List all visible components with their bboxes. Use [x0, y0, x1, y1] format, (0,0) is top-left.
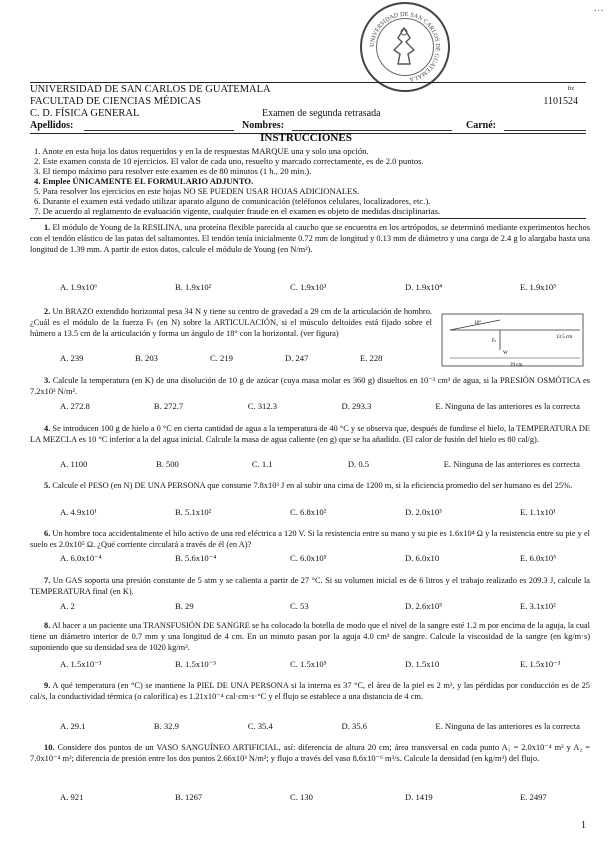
question-text: Un hombre toca accidentalmente el hilo activo de una red eléctrica a 120 V. Si la resistencia entre su mano y su pie es 1.6x10⁴ Ω y la resistencia entre su pie y el suelo es 2.0x10⁵ Ω. ¿Qué corriente circulará a través de él (en A)? [30, 529, 590, 550]
option[interactable]: E. 1.9x10⁵ [520, 282, 557, 292]
question-number: 2. [44, 307, 51, 316]
short-distance-label: 13.5 cm [556, 335, 573, 340]
instruction-item: 1. Anote en esta hoja los datos requeridos y en la de respuestas MARQUE una y solo una opción. [34, 146, 369, 156]
instruction-item: 3. El tiempo máximo para resolver este examen es de 80 minutos (1 h., 20 min.). [34, 166, 312, 176]
option[interactable]: C. 6.8x10² [290, 507, 327, 517]
question-text: Un GAS soporta una presión constante de 5 atm y se calienta a partir de 27 °C. Si su volumen inicial es de 6 litros y el trabajo realizado es 209.3 J, calcule la TEMPERATURA final (en K). [30, 576, 590, 597]
nombres-label: Nombres: [242, 120, 285, 131]
question-text: Calcule el PESO (en N) DE UNA PERSONA que consume 7.8x10³ J en al subir una cima de 1200 m, si la eficiencia promedio del ser humano es del 25%. [52, 481, 573, 490]
svg-text:UNIVERSIDAD DE SAN CARLOS DE G: UNIVERSIDAD DE SAN CARLOS DE GUATEMALA [368, 10, 442, 83]
option[interactable]: D. 247 [285, 353, 309, 363]
question-4 [30, 423, 590, 445]
exam-title: Examen de segunda retrasada [262, 108, 381, 119]
question-number: 4. [44, 424, 51, 433]
option[interactable]: C. 219 [210, 353, 233, 363]
question-3-options [60, 401, 580, 411]
instructions-bottom-rule [30, 218, 586, 219]
instruction-item: 7. De acuerdo al reglamento de evaluación vigente, cualquier fraude en el examen es objeto de medidas disciplinarias. [34, 206, 441, 216]
question-5 [30, 480, 590, 491]
option[interactable]: E. 6.0x10⁵ [520, 553, 557, 563]
question-9 [30, 680, 590, 702]
question-2-options [60, 353, 420, 363]
question-4-options [60, 459, 580, 469]
instruction-item: 6. Durante el examen está vedado utilizar aparato alguno de comunicación (teléfonos celulares, localizadores, etc.). [34, 196, 431, 206]
option[interactable]: A. 1.5x10⁻³ [60, 659, 102, 669]
option[interactable]: B. 5.6x10⁻⁴ [175, 553, 217, 563]
option[interactable]: D. 0.5 [347, 459, 370, 469]
option[interactable]: A. 2 [60, 601, 75, 611]
corner-handwriting: ... [593, 0, 604, 14]
question-8 [30, 620, 590, 654]
question-1 [30, 222, 590, 256]
option[interactable]: B. 1267 [175, 792, 203, 802]
code-superscript: fiz [567, 86, 574, 92]
apellidos-field[interactable] [84, 130, 234, 131]
question-text: El módulo de Young de la RESILINA, una proteína flexible parecida al caucho que se encuentra en los artrópodos, se determinó mediante experimentos hechos con el tendón elástico de las patas del saltamontes. El tendón tenía inicialmente 0.72 mm de longitud y 0.13 mm de diámetro y una carga de 2.4 g lo alargaba hasta una longitud de 1.39 mm. A partir de estos datos, calcule el módulo de Young (en N/m²). [30, 223, 590, 255]
option[interactable]: D. 2.6x10⁵ [405, 601, 443, 611]
weight-label: W [503, 351, 508, 356]
option[interactable]: B. 32.9 [153, 721, 179, 731]
question-5-options [60, 507, 580, 517]
question-number: 8. [44, 621, 51, 630]
option[interactable]: A. 272.8 [60, 401, 90, 411]
instruction-item: 2. Este examen consta de 10 ejercicios. El valor de cada uno, resuelto y marcado correctamente, es de 2.0 puntos. [34, 156, 424, 166]
option[interactable]: E. 2497 [520, 792, 547, 802]
question-number: 10. [44, 743, 55, 752]
option[interactable]: D. 1.5x10 [405, 659, 440, 669]
option[interactable]: E. 228 [360, 353, 383, 363]
question-number: 9. [44, 681, 51, 690]
apellidos-label: Apellidos: [30, 120, 74, 131]
question-7-options [60, 601, 580, 611]
option[interactable]: D. 6.0x10 [405, 553, 440, 563]
option[interactable]: C. 35.4 [247, 721, 273, 731]
option[interactable]: A. 921 [60, 792, 84, 802]
carne-label: Carné: [466, 120, 496, 131]
option[interactable]: D. 293.3 [341, 401, 372, 411]
university-seal [360, 2, 450, 92]
long-distance-label: 29 cm [510, 363, 523, 368]
question-6-options [60, 553, 580, 564]
question-number: 3. [44, 376, 51, 385]
option[interactable]: A. 239 [60, 353, 84, 363]
option[interactable]: B. 203 [135, 353, 158, 363]
option[interactable]: B. 1.5x10⁻³ [175, 659, 216, 669]
question-6 [30, 528, 590, 550]
question-10 [30, 742, 590, 764]
university-name: UNIVERSIDAD DE SAN CARLOS DE GUATEMALA [30, 84, 271, 95]
option[interactable]: C. 1.1 [251, 459, 273, 469]
option[interactable]: A. 4.9x10¹ [60, 507, 97, 517]
question-text: Considere dos puntos de un VASO SANGUÍNEO ARTIFICIAL, así: diferencia de altura 20 cm; área transversal en cada punto A₁ = 2.0x10⁻⁴ m² y A₂ = 7.0x10⁻⁴ m²; diferencia de presión entre los dos puntos 2.66x10³ N/m²; y flujo a través del vaso 8.6x10⁻⁶ m³/s. Calcule la densidad (en kg/m³) del flujo. [30, 743, 591, 764]
question-7 [30, 575, 590, 597]
option[interactable]: E. Ninguna de las anteriores es la correcta [435, 721, 580, 731]
option[interactable]: D. 1419 [405, 792, 433, 802]
question-text: Al hacer a un paciente una TRANSFUSIÓN DE SANGRE se ha colocado la botella de modo que el nivel de la sangre esté 1.2 m por encima de la aguja, la cual tiene un diámetro interior de 0.7 mm y una longitud de 4 cm. En un minuto pasan por la aguja 4.0 cm³ de sangre. Calcule la viscosidad de la sangre (en kg/m·s) suponiendo que su densidad sea de 1020 kg/m³. [30, 621, 590, 653]
option[interactable]: E. 1.5x10⁻³ [520, 659, 561, 669]
instruction-item: 5. Para resolver los ejercicios en este hojas NO SE PUEDEN USAR HOJAS ADICIONALES. [34, 186, 360, 196]
question-10-options [60, 792, 580, 802]
question-text: A qué temperatura (en °C) se mantiene la PIEL DE UNA PERSONA si la interna es 37 °C, el área de la piel es 2 m², y las pérdidas por conducción es de 25 cal/s, la conductividad térmica (o calorífica) es 1.21x10⁻⁴ cal·cm·s·°C y el flujo se establece a una distancia de 4 cm. [30, 681, 590, 702]
question-text: Calcule la temperatura (en K) de una disolución de 10 g de azúcar (cuya masa molar es 360 g) disueltos en 10⁻³ cm³ de agua, si la PRESIÓN OSMÓTICA es 7.2x10³ N/m². [30, 376, 591, 397]
option[interactable]: A. 1100 [60, 459, 88, 469]
option[interactable]: B. 272.7 [153, 401, 184, 411]
option[interactable]: C. 1.9x10³ [290, 282, 327, 292]
option[interactable]: D. 1.9x10⁴ [405, 282, 443, 292]
page-number: 1 [581, 820, 586, 831]
option[interactable]: B. 29 [175, 601, 194, 611]
option[interactable]: C. 53 [290, 601, 309, 611]
option[interactable]: D. 2.0x10³ [405, 507, 442, 517]
question-text: Un BRAZO extendido horizontal pesa 34 N y tiene su centro de gravedad a 29 cm de la articulación de hombro. ¿Cuál es el módulo de la fuerza Fₜ (en N) sobre la ARTICULACIÓN, si el músculo deltoides está fijado sobre el húmero a 13.5 cm de la articulación y forma un ángulo de 18° con la horizontal. (ver figura) [30, 307, 433, 339]
option[interactable]: C. 6.0x10⁵ [290, 553, 327, 563]
angle-label: 18° [474, 321, 481, 326]
faculty-name: FACULTAD DE CIENCIAS MÉDICAS [30, 96, 201, 107]
option[interactable]: C. 130 [290, 792, 313, 802]
force-label: Fₜ [492, 339, 497, 344]
seal-ring-text [362, 4, 448, 90]
header-top-rule [30, 82, 586, 83]
option[interactable]: E. 3.1x10² [520, 601, 556, 611]
question-8-options [60, 659, 580, 670]
option[interactable]: E. Ninguna de las anteriores es la correcta [435, 401, 580, 411]
option[interactable]: B. 1.9x10² [175, 282, 212, 292]
question-number: 6. [44, 529, 51, 538]
question-number: 1. [44, 223, 51, 232]
instructions-title: INSTRUCCIONES [260, 132, 352, 144]
question-2 [30, 306, 432, 340]
course-name: C. D. FÍSICA GENERAL [30, 108, 140, 119]
option[interactable]: B. 500 [155, 459, 179, 469]
option[interactable]: A. 6.0x10⁻⁴ [60, 553, 102, 563]
option[interactable]: C. 312.3 [247, 401, 278, 411]
arm-force-diagram [440, 310, 585, 370]
carne-field[interactable] [504, 130, 586, 131]
option[interactable]: D. 35.6 [341, 721, 368, 731]
option[interactable]: A. 29.1 [60, 721, 86, 731]
question-text: Se introducen 100 g de hielo a 0 °C en cierta cantidad de agua a la temperatura de 40 °C y se observa que, después de fundirse el hielo, la TEMPERATURA DE LA MEZCLA es 10 °C inferior a la del agua inicial. Calcule la masa de agua caliente (en g) que se ha añadido. (El calor de fusión del hielo es 80 cal/g). [30, 424, 591, 445]
exam-code: 1101524 [543, 96, 578, 107]
option[interactable]: C. 1.5x10⁵ [290, 659, 327, 669]
option[interactable]: E. Ninguna de las anteriores es correcta [443, 459, 580, 469]
question-1-options [60, 282, 580, 292]
option[interactable]: A. 1.9x10⁶ [60, 282, 98, 292]
nombres-field[interactable] [292, 130, 452, 131]
option[interactable]: E. 1.1x10¹ [520, 507, 556, 517]
question-number: 5. [44, 481, 51, 490]
question-number: 7. [44, 576, 51, 585]
instruction-item: 4. Emplee ÚNICAMENTE EL FORMULARIO ADJUNTO. [34, 176, 254, 186]
question-9-options [60, 721, 580, 731]
option[interactable]: B. 5.1x10² [175, 507, 212, 517]
question-3 [30, 375, 590, 397]
